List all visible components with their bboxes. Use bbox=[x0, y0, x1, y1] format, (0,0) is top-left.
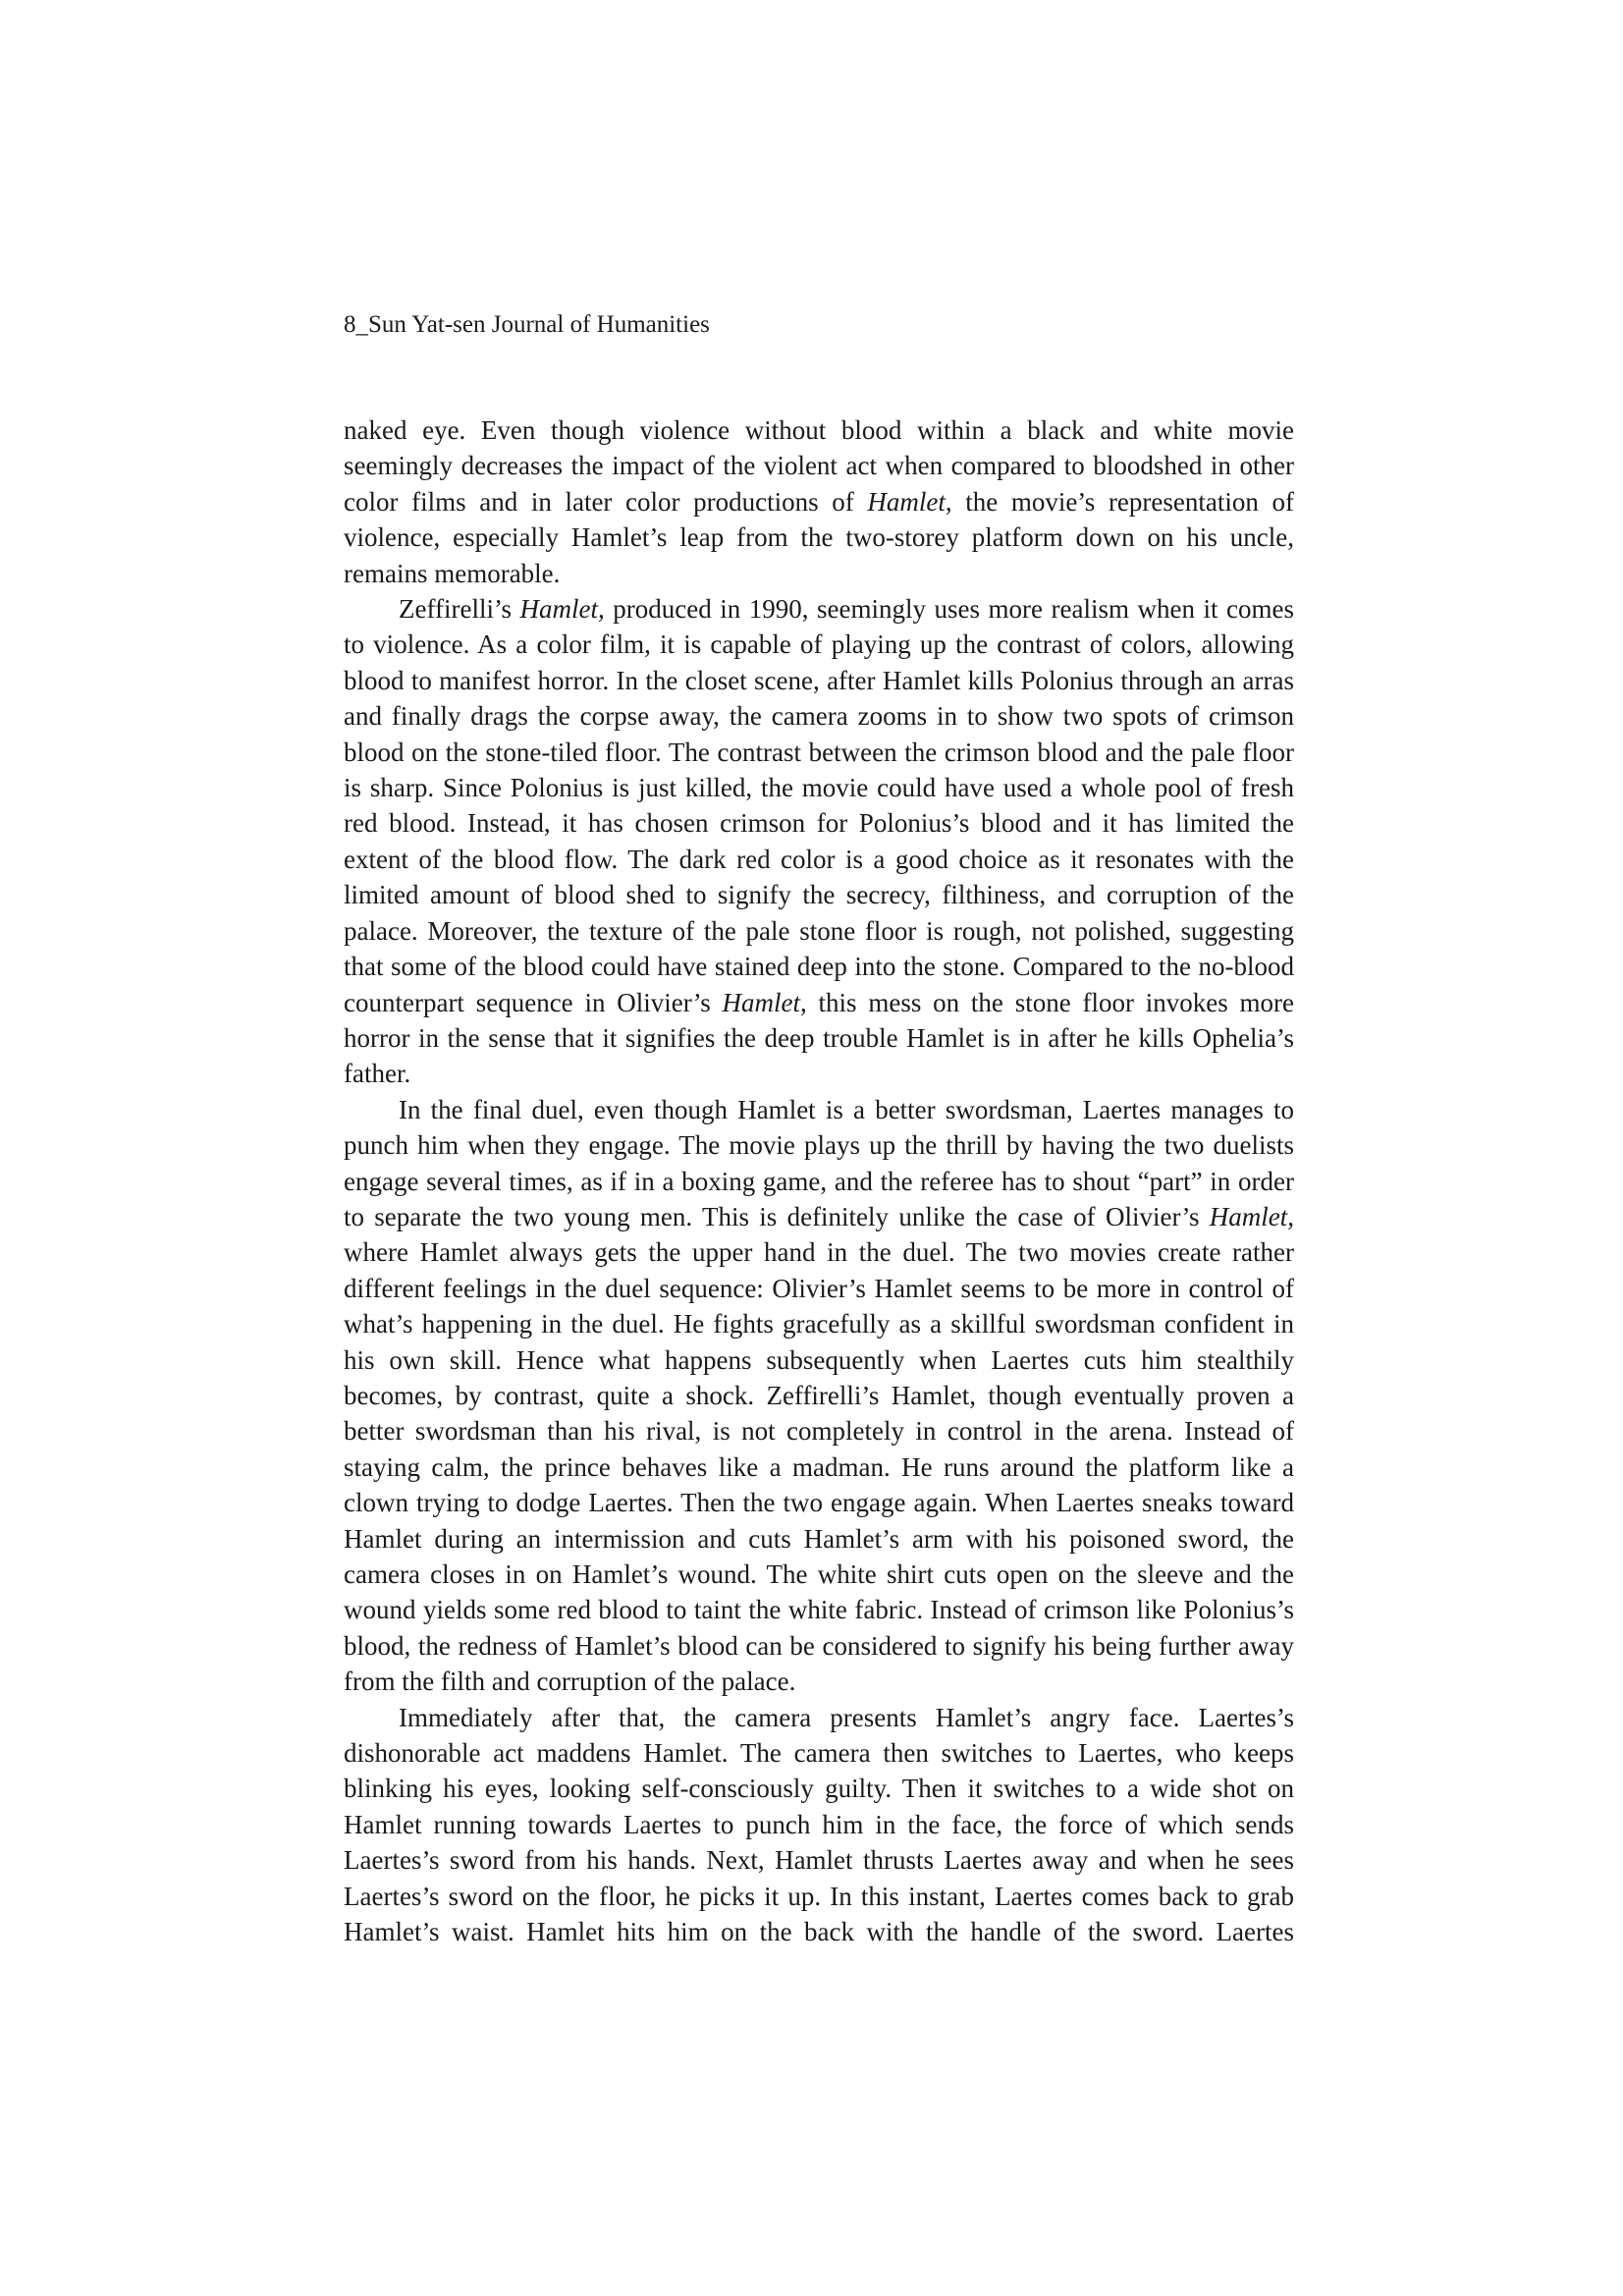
paragraph-2-text-2: produced in 1990, seemingly uses more realism when it comes to violence. As a color film, it is capable of playing up the contrast of colors, allowing blood to manifest horror. In the closet scene, after Hamlet kills Polonius through an arras and finally drags the corpse away, the camera zooms in to show two spots of crimson blood on the stone-tiled floor. The contrast between the crimson blood and the pale floor is sharp. Since Polonius is just killed, the movie could have used a whole pool of fresh red blood. Instead, it has chosen crimson for Polonius’s blood and it has limited the extent of the blood flow. The dark red color is a good choice as it resonates with the limited amount of blood shed to signify the secrecy, filthiness, and corruption of the palace. Moreover, the texture of the pale stone floor is rough, not polished, suggesting that some of the blood could have stained deep into the stone. Compared to the no-blood counterpart sequence in Olivier’s bbox=[344, 594, 1294, 1017]
paragraph-1 bbox=[344, 412, 1294, 591]
paragraph-1-text-1: naked eye. Even though violence without blood within a black and white movie seemingly decreases the impact of the violent act when compared to bloodshed in other color films and in later color productions of bbox=[344, 415, 1294, 517]
paragraph-1-title-italic: Hamlet bbox=[867, 486, 946, 517]
paragraph-4 bbox=[344, 1700, 1294, 1950]
paragraph-1-text-2: , the movie’s representation of violence, especially Hamlet’s leap from the two-storey platform down on his uncle, remains memorable. bbox=[344, 486, 1294, 588]
running-head: 8_Sun Yat-sen Journal of Humanities bbox=[344, 311, 710, 338]
paragraph-2-text-1: Zeffirelli’s bbox=[399, 594, 520, 625]
paragraph-4-text-1: Immediately after that, the camera presents Hamlet’s angry face. Laertes’s dishonorable act maddens Hamlet. The camera then switches to Laertes, who keeps blinking his eyes, looking self-consciously guilty. Then it switches to a wide shot on Hamlet running towards Laertes to punch him in the face, the force of which sends Laertes’s sword from his hands. Next, Hamlet thrusts Laertes away and when he sees Laertes’s sword on the floor, he picks it up. In this instant, Laertes comes back to grab Hamlet’s waist. Hamlet hits him on the back with the handle of the sword. Laertes bbox=[344, 1702, 1294, 1947]
paragraph-2-title-italic-2: Hamlet bbox=[722, 987, 801, 1017]
paragraph-2-title-italic-1: Hamlet, bbox=[519, 594, 605, 625]
paragraph-3-text-1: In the final duel, even though Hamlet is a better swordsman, Laertes manages to punch him when they engage. The movie plays up the thrill by having the two duelists engage several times, as if in a boxing game, and the referee has to shout “part” in order to separate the two young men. This is definitely unlike the case of Olivier’s bbox=[344, 1094, 1294, 1231]
paragraph-2 bbox=[344, 591, 1294, 1092]
paragraph-3 bbox=[344, 1092, 1294, 1700]
paragraph-3-text-2: where Hamlet always gets the upper hand in the duel. The two movies create rather different feelings in the duel sequence: Olivier’s Hamlet seems to be more in control of what’s happening in the duel. He fights gracefully as a skillful swordsman confident in his own skill. Hence what happens subsequently when Laertes cuts him stealthily becomes, by contrast, quite a shock. Zeffirelli’s Hamlet, though eventually proven a better swordsman than his rival, is not completely in control in the arena. Instead of staying calm, the prince behaves like a madman. He runs around the platform like a clown trying to dodge Laertes. Then the two engage again. When Laertes sneaks toward Hamlet during an intermission and cuts Hamlet’s arm with his poisoned sword, the camera closes in on Hamlet’s wound. The white shirt cuts open on the sleeve and the wound yields some red blood to taint the white fabric. Instead of crimson like Polonius’s blood, the redness of Hamlet’s blood can be considered to signify his being further away from the filth and corruption of the palace. bbox=[344, 1237, 1294, 1697]
body-text bbox=[344, 412, 1294, 1949]
paragraph-3-title-italic: Hamlet, bbox=[1209, 1201, 1294, 1231]
paragraph-2-text-3: , this mess on the stone floor invokes more horror in the sense that it signifies the deep trouble Hamlet is in after he kills Ophelia’s father. bbox=[344, 987, 1294, 1089]
